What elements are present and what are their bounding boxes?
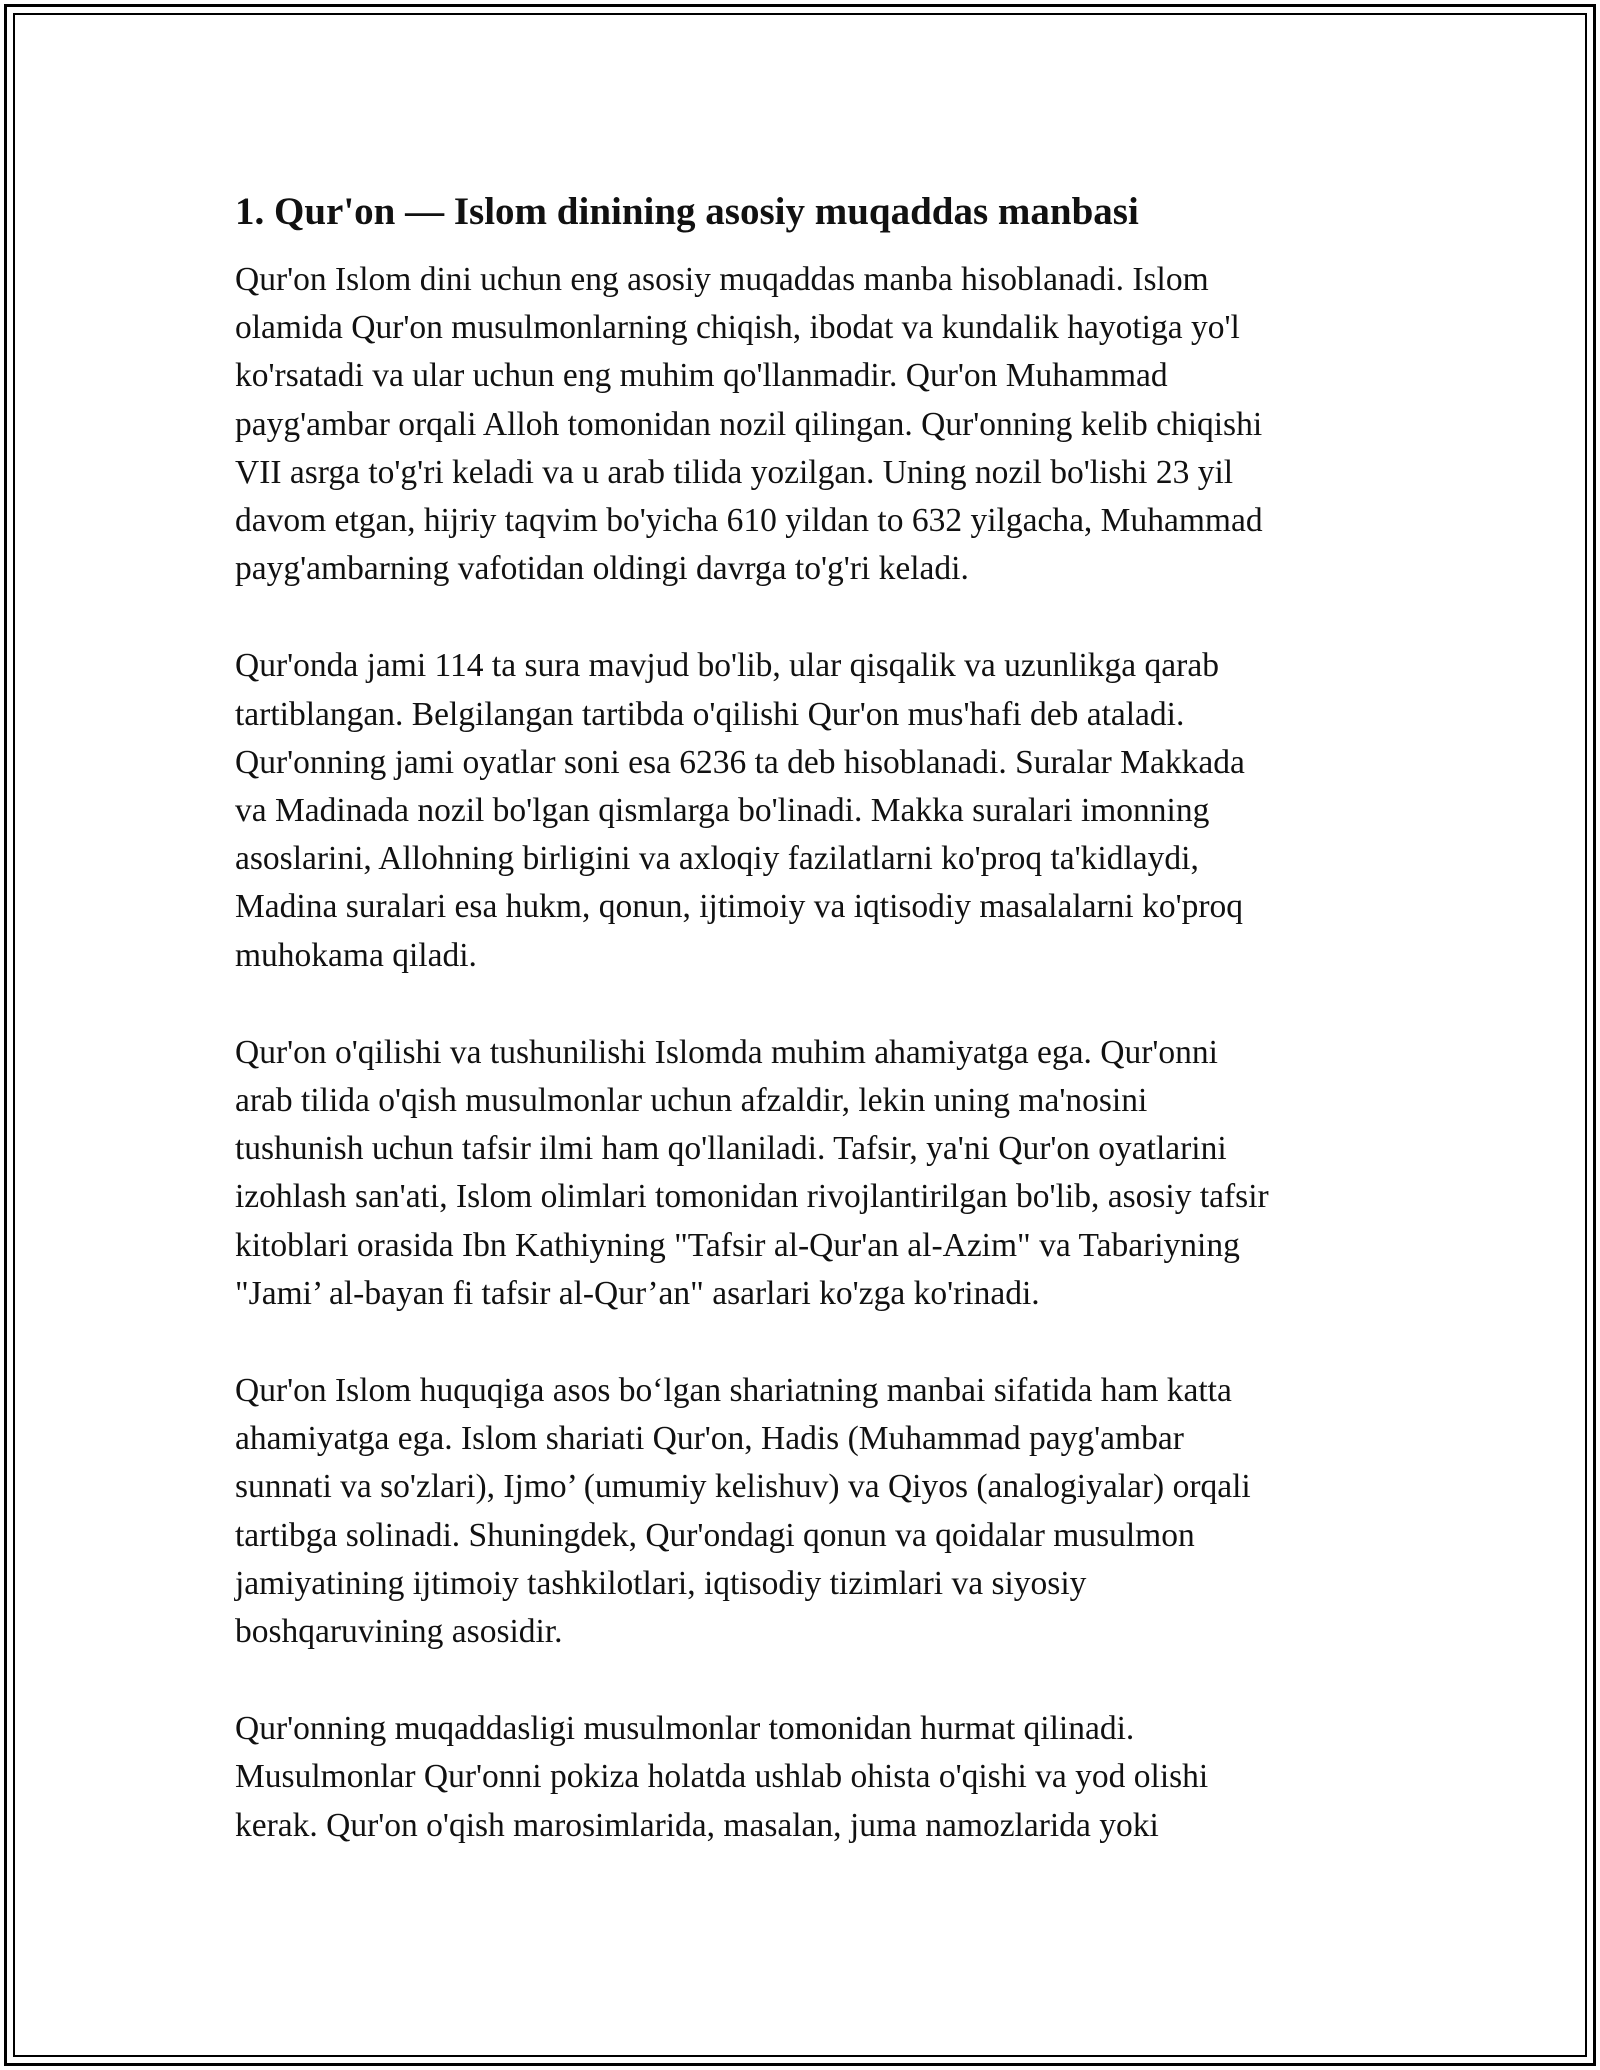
paragraph-line: Qur'onning muqaddasligi musulmonlar tomonidan hurmat qilinadi. (235, 1710, 1135, 1748)
paragraph-line: jamiyatining ijtimoiy tashkilotlari, iqtisodiy tizimlari va siyosiy (235, 1564, 1087, 1602)
paragraph-line: kitoblari orasida Ibn Kathiyning "Tafsir al-Qur'an al-Azim" va Tabariyning (235, 1226, 1240, 1264)
paragraph (235, 1367, 1375, 1656)
paragraph-line: olamida Qur'on musulmonlarning chiqish, ibodat va kundalik hayotiga yo'l (235, 309, 1240, 347)
paragraph-list (235, 256, 1375, 1850)
paragraph-line: davom etgan, hijriy taqvim bo'yicha 610 yildan to 632 yilgacha, Muhammad (235, 502, 1263, 540)
paragraph-line: muhokama qiladi. (235, 936, 477, 974)
paragraph-line: Qur'onning jami oyatlar soni esa 6236 ta deb hisoblanadi. Suralar Makkada (235, 743, 1245, 781)
paragraph-line: kerak. Qur'on o'qish marosimlarida, masalan, juma namozlarida yoki (235, 1806, 1159, 1844)
paragraph-line: Qur'onda jami 114 ta sura mavjud bo'lib, ular qisqalik va uzunlikga qarab (235, 647, 1219, 685)
paragraph-line: boshqaruvining asosidir. (235, 1613, 563, 1651)
paragraph-line: izohlash san'ati, Islom olimlari tomonidan rivojlantirilgan bo'lib, asosiy tafsir (235, 1178, 1269, 1216)
paragraph-line: asoslarini, Allohning birligini va axloqiy fazilatlarni ko'proq ta'kidlaydi, (235, 840, 1199, 878)
paragraph (235, 642, 1375, 979)
paragraph-line: Qur'on Islom huquqiga asos bo‘lgan shariatning manbai sifatida ham katta (235, 1372, 1232, 1410)
paragraph-line: tartiblangan. Belgilangan tartibda o'qilishi Qur'on mus'hafi deb ataladi. (235, 695, 1185, 733)
paragraph-line: arab tilida o'qish musulmonlar uchun afzaldir, lekin uning ma'nosini (235, 1082, 1148, 1120)
paragraph-line: tartibga solinadi. Shuningdek, Qur'ondagi qonun va qoidalar musulmon (235, 1516, 1195, 1554)
paragraph (235, 1705, 1375, 1850)
paragraph-line: va Madinada nozil bo'lgan qismlarga bo'linadi. Makka suralari imonning (235, 792, 1210, 830)
paragraph-line: ahamiyatga ega. Islom shariati Qur'on, Hadis (Muhammad payg'ambar (235, 1420, 1184, 1458)
paragraph-line: ko'rsatadi va ular uchun eng muhim qo'llanmadir. Qur'on Muhammad (235, 357, 1168, 395)
paragraph-line: tushunish uchun tafsir ilmi ham qo'llaniladi. Tafsir, ya'ni Qur'on oyatlarini (235, 1130, 1227, 1168)
paragraph-line: Qur'on o'qilishi va tushunilishi Islomda muhim ahamiyatga ega. Qur'onni (235, 1033, 1218, 1071)
paragraph (235, 1029, 1375, 1318)
paragraph-line: payg'ambar orqali Alloh tomonidan nozil qilingan. Qur'onning kelib chiqishi (235, 405, 1263, 443)
paragraph-line: payg'ambarning vafotidan oldingi davrga to'g'ri keladi. (235, 550, 969, 588)
paragraph-line: Musulmonlar Qur'onni pokiza holatda ushlab ohista o'qishi va yod olishi (235, 1758, 1209, 1796)
paragraph-line: Madina suralari esa hukm, qonun, ijtimoiy va iqtisodiy masalalarni ko'proq (235, 888, 1244, 926)
section-heading: 1. Qur'on — Islom dinining asosiy muqaddas manbasi (235, 190, 1139, 233)
paragraph-line: Qur'on Islom dini uchun eng asosiy muqaddas manba hisoblanadi. Islom (235, 261, 1209, 298)
paragraph-line: "Jami’ al-bayan fi tafsir al-Qur’an" asarlari ko'zga ko'rinadi. (235, 1274, 1040, 1312)
paragraph-line: sunnati va so'zlari), Ijmo’ (umumiy kelishuv) va Qiyos (analogiyalar) orqali (235, 1468, 1251, 1506)
document-body (235, 186, 1375, 1899)
paragraph (235, 256, 1375, 593)
paragraph-line: VII asrga to'g'ri keladi va u arab tilida yozilgan. Uning nozil bo'lishi 23 yil (235, 453, 1234, 491)
